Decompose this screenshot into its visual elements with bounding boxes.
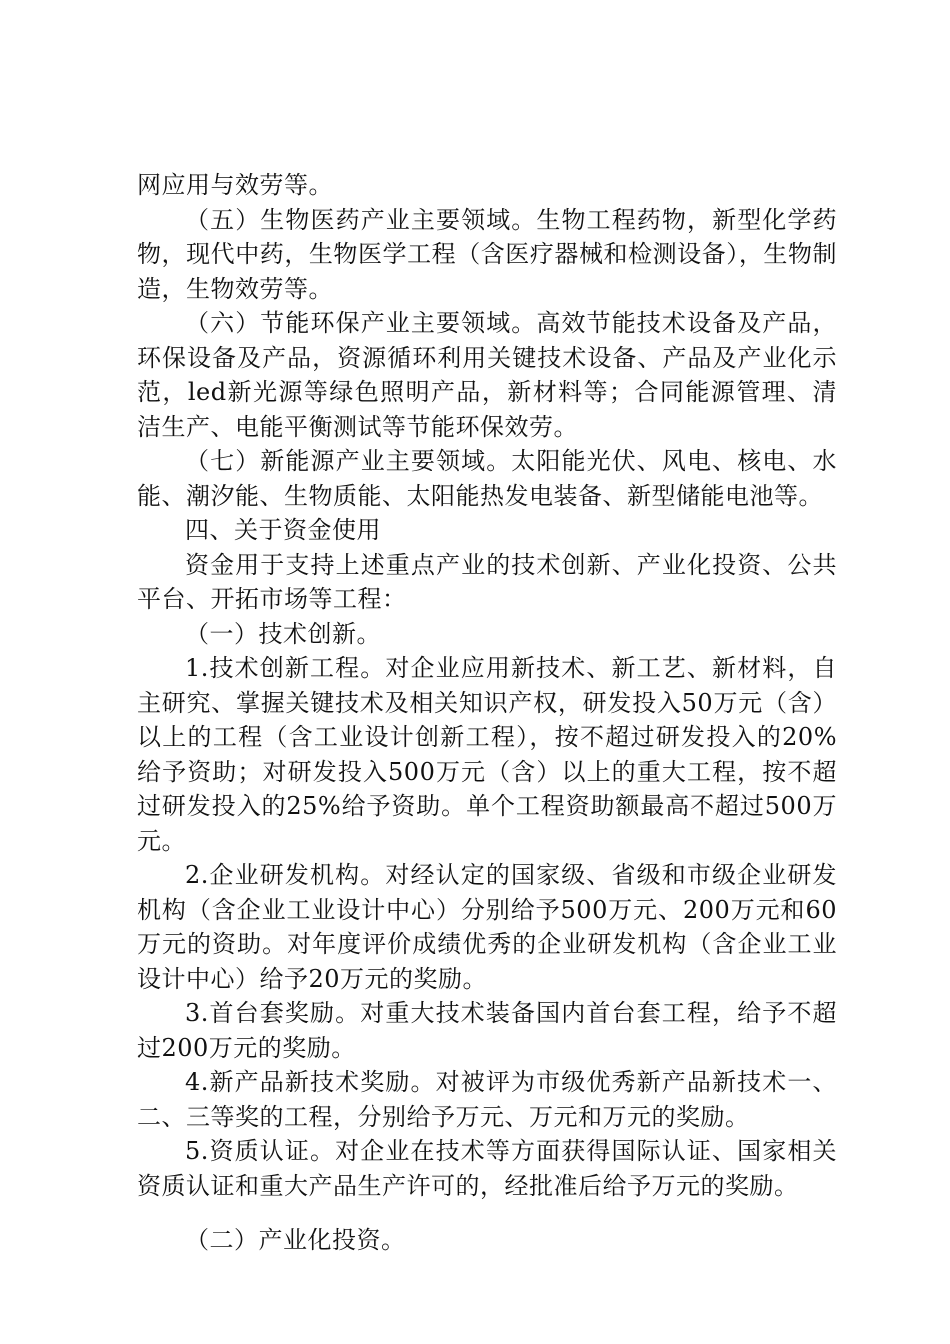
- paragraph-item-5: 5.资质认证。对企业在技术等方面获得国际认证、国家相关资质认证和重大产品生产许可的，经批准后给予万元的奖励。: [137, 1137, 837, 1200]
- paragraph-continuation: 网应用与效劳等。: [137, 171, 333, 199]
- paragraph-item-2: 2.企业研发机构。对经认定的国家级、省级和市级企业研发机构（含企业工业设计中心）分别给予500万元、200万元和60万元的资助。对年度评价成绩优秀的企业研发机构（含企业工业设计中心）给予20万元的奖励。: [137, 861, 837, 993]
- paragraph-funds-usage: 资金用于支持上述重点产业的技术创新、产业化投资、公共平台、开拓市场等工程：: [137, 550, 837, 613]
- paragraph-item-1: 1.技术创新工程。对企业应用新技术、新工艺、新材料，自主研究、掌握关键技术及相关知识产权，研发投入50万元（含）以上的工程（含工业设计创新工程），按不超过研发投入的20%给予资助；对研发投入500万元（含）以上的重大工程，按不超过研发投入的25%给予资助。单个工程资助额最高不超过500万元。: [137, 654, 837, 855]
- paragraph-energy-saving: （六）节能环保产业主要领域。高效节能技术设备及产品，环保设备及产品，资源循环利用关键技术设备、产品及产业化示范，led新光源等绿色照明产品，新材料等；合同能源管理、清洁生产、电能平衡测试等节能环保效劳。: [137, 309, 837, 441]
- paragraph-item-3: 3.首台套奖励。对重大技术装备国内首台套工程，给予不超过200万元的奖励。: [137, 999, 837, 1062]
- document-body: [137, 168, 837, 1258]
- paragraph-item-4: 4.新产品新技术奖励。对被评为市级优秀新产品新技术一、二、三等奖的工程，分别给予万元、万元和万元的奖励。: [137, 1068, 837, 1131]
- subheading-tech-innovation: （一）技术创新。: [185, 619, 381, 648]
- paragraph-biomedicine: （五）生物医药产业主要领域。生物工程药物，新型化学药物，现代中药，生物医学工程（含医疗器械和检测设备），生物制造，生物效劳等。: [137, 205, 837, 303]
- paragraph-new-energy: （七）新能源产业主要领域。太阳能光伏、风电、核电、水能、潮汐能、生物质能、太阳能热发电装备、新型储能电池等。: [137, 447, 837, 510]
- subheading-industrial-investment: （二）产业化投资。: [185, 1226, 406, 1254]
- section-heading-funds: 四、关于资金使用: [185, 516, 381, 544]
